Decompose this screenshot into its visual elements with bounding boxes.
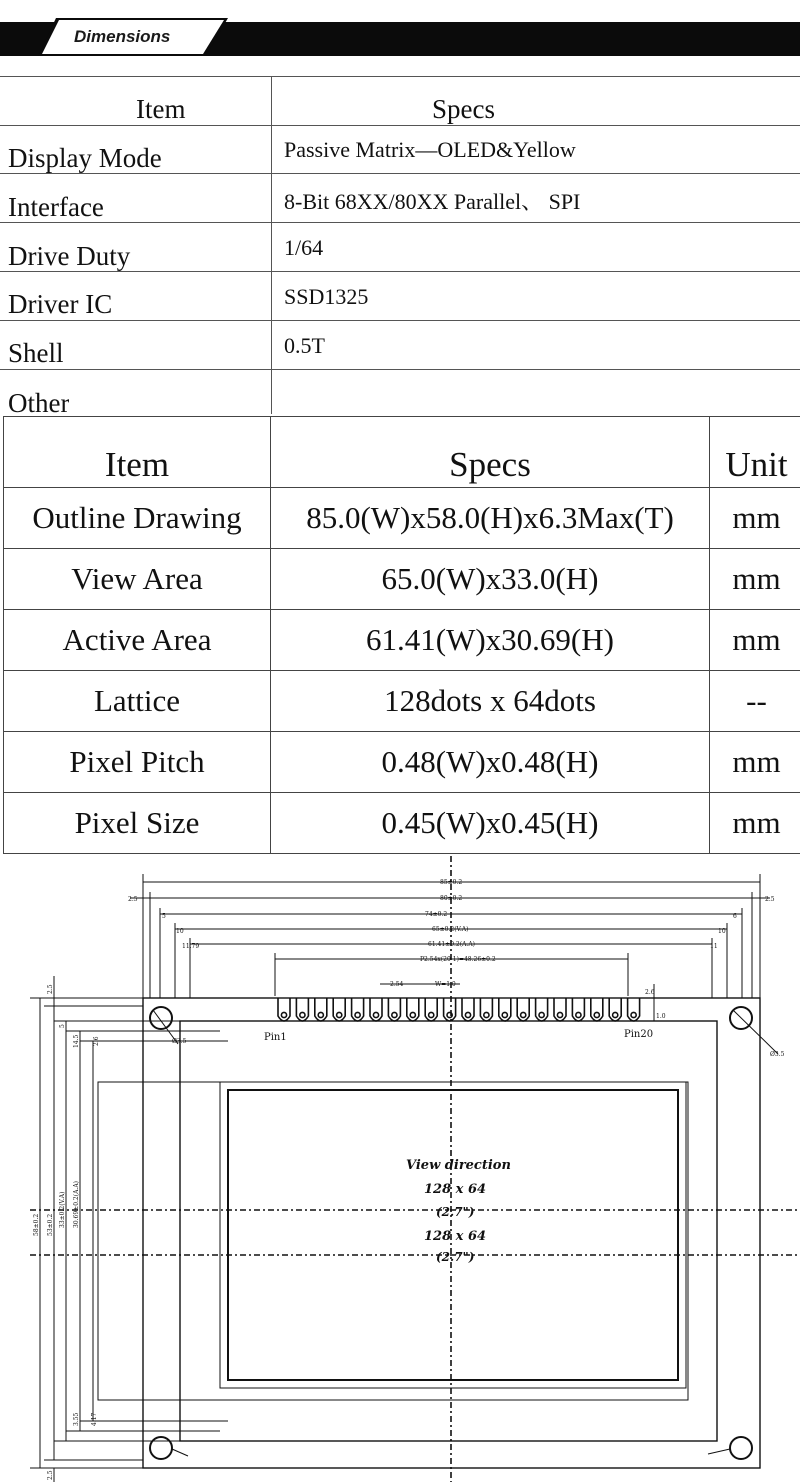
dim-item: Active Area — [4, 610, 271, 671]
pin-hole — [355, 1012, 360, 1017]
spec-item-driver-ic: Driver IC — [8, 289, 113, 319]
table-row — [4, 793, 800, 854]
spec-item-other: Other — [8, 388, 70, 414]
pin-row — [278, 998, 640, 1021]
dim-item: Pixel Pitch — [4, 732, 271, 793]
spec-table-top-border — [0, 76, 800, 77]
resolution-label-1: 128 x 64 — [424, 1182, 487, 1197]
spec-value-shell: 0.5T — [284, 333, 325, 358]
dimension-table-header — [4, 417, 800, 488]
dim-hole: Ø3.5 — [172, 1038, 187, 1045]
dim-right-4: 11 — [710, 943, 718, 950]
mounting-hole-br — [730, 1437, 752, 1459]
resolution-label-2: 128 x 64 — [424, 1229, 487, 1244]
pin-hole — [465, 1012, 470, 1017]
dim-spec: 65.0(W)x33.0(H) — [271, 549, 710, 610]
drawing-svg — [0, 856, 800, 1482]
dim-vert-3: 33±0.2(V.A) — [59, 1191, 66, 1228]
dim-item: Pixel Size — [4, 793, 271, 854]
dim-small-3: 14.5 — [73, 1034, 80, 1048]
pin-hole — [613, 1012, 618, 1017]
diagonal-size-2: (2.7") — [436, 1250, 475, 1264]
dim-unit: mm — [710, 610, 800, 671]
spec-row-border — [0, 369, 800, 370]
dim-right-2: 6 — [733, 913, 737, 920]
dim-unit: -- — [710, 671, 800, 732]
pin-hole — [594, 1012, 599, 1017]
pin-hole — [337, 1012, 342, 1017]
dim-bottom-1: 3.55 — [73, 1412, 80, 1426]
table-row — [4, 549, 800, 610]
table-row — [4, 732, 800, 793]
dim-item: Lattice — [4, 671, 271, 732]
spec-row-border — [0, 173, 800, 174]
dim-item: Outline Drawing — [4, 488, 271, 549]
spec-value-drive-duty: 1/64 — [284, 235, 324, 260]
spec-value-display-mode: Passive Matrix—OLED&Yellow — [284, 137, 576, 162]
spec-head-specs: Specs — [432, 94, 495, 124]
dim-small-4: 2.6 — [93, 1036, 100, 1046]
pin-hole — [631, 1012, 636, 1017]
dim-left-outer: 2.5 — [128, 896, 138, 903]
dim-bottom-3: 2.5 — [47, 1470, 54, 1480]
mounting-hole-bl — [150, 1437, 172, 1459]
spec-row-border — [0, 222, 800, 223]
dim-unit: mm — [710, 732, 800, 793]
pin-hole — [300, 1012, 305, 1017]
dimension-table — [3, 416, 800, 851]
table-row — [4, 488, 800, 549]
spec-row-border — [0, 320, 800, 321]
spec-item-interface: Interface — [8, 192, 104, 222]
pin-hole — [447, 1012, 452, 1017]
dim-head-unit: Unit — [710, 417, 800, 488]
spec-row-border — [0, 271, 800, 272]
diagonal-size-1: (2.7") — [436, 1205, 475, 1219]
dim-pitch: 2.54 — [390, 981, 404, 988]
dim-top-6: P2.54x(20-1)=48.26±0.2 — [420, 956, 496, 963]
dim-small-1: 2.5 — [47, 984, 54, 994]
dim-spec: 0.48(W)x0.48(H) — [271, 732, 710, 793]
pin-hole — [281, 1012, 286, 1017]
dim-left-2: 5 — [162, 913, 166, 920]
pin1-label: Pin1 — [264, 1032, 287, 1043]
dim-top-4: 65±0.2(V.A) — [432, 926, 469, 933]
view-direction-label: View direction — [406, 1158, 511, 1173]
dim-vert-1: 58±0.2 — [33, 1213, 40, 1236]
mechanical-drawing — [0, 856, 800, 1482]
dim-item: View Area — [4, 549, 271, 610]
dim-head-item: Item — [4, 417, 271, 488]
dim-left-3: 10 — [176, 928, 184, 935]
dim-pad: 2.6 — [645, 989, 655, 996]
dim-bottom-2: 4.17 — [91, 1412, 98, 1426]
glass-outline — [98, 1082, 688, 1400]
dim-vert-4: 30.69±0.2(A.A) — [73, 1180, 80, 1228]
dim-width: W=1.0 — [435, 981, 456, 988]
pin-hole — [373, 1012, 378, 1017]
pin-hole — [484, 1012, 489, 1017]
pin-hole — [576, 1012, 581, 1017]
dim-spec: 61.41(W)x30.69(H) — [271, 610, 710, 671]
spec-item-shell: Shell — [8, 338, 64, 368]
dim-top-2: 80±0.2 — [440, 895, 463, 902]
dim-unit: mm — [710, 549, 800, 610]
pin-hole — [392, 1012, 397, 1017]
pin-hole — [502, 1012, 507, 1017]
pin-hole — [410, 1012, 415, 1017]
dim-hole-right: Ø3.5 — [770, 1051, 785, 1058]
dim-right-3: 10 — [718, 928, 726, 935]
section-title: Dimensions — [74, 27, 171, 46]
dim-vert-2: 53±0.2 — [47, 1213, 54, 1236]
dim-spec: 128dots x 64dots — [271, 671, 710, 732]
dim-unit: mm — [710, 793, 800, 854]
spec-value-interface: 8-Bit 68XX/80XX Parallel、 SPI — [284, 189, 581, 214]
pin-hole — [318, 1012, 323, 1017]
dim-right-outer: 2.5 — [765, 896, 775, 903]
pin-hole — [539, 1012, 544, 1017]
pin-hole — [521, 1012, 526, 1017]
spec-item-drive-duty: Drive Duty — [8, 241, 131, 271]
spec-table-divider — [271, 76, 272, 414]
dim-pad-2: 1.0 — [656, 1013, 666, 1020]
dim-top-5: 61.41±0.2(A.A) — [428, 941, 476, 948]
dim-left-4: 11.79 — [182, 943, 200, 950]
pin-hole — [429, 1012, 434, 1017]
dim-small-2: 5 — [59, 1024, 66, 1028]
dim-unit: mm — [710, 488, 800, 549]
table-row — [4, 671, 800, 732]
pin20-label: Pin20 — [624, 1029, 654, 1040]
table-row — [4, 610, 800, 671]
dim-head-specs: Specs — [271, 417, 710, 488]
spec-value-driver-ic: SSD1325 — [284, 284, 369, 309]
spec-item-display-mode: Display Mode — [8, 143, 162, 173]
dim-top-1: 85±0.2 — [440, 879, 463, 886]
dim-spec: 85.0(W)x58.0(H)x6.3Max(T) — [271, 488, 710, 549]
pin-hole — [557, 1012, 562, 1017]
spec-row-border — [0, 125, 800, 126]
spec-head-item: Item — [136, 94, 186, 124]
dim-spec: 0.45(W)x0.45(H) — [271, 793, 710, 854]
dim-top-3: 74±0.2 — [425, 911, 448, 918]
